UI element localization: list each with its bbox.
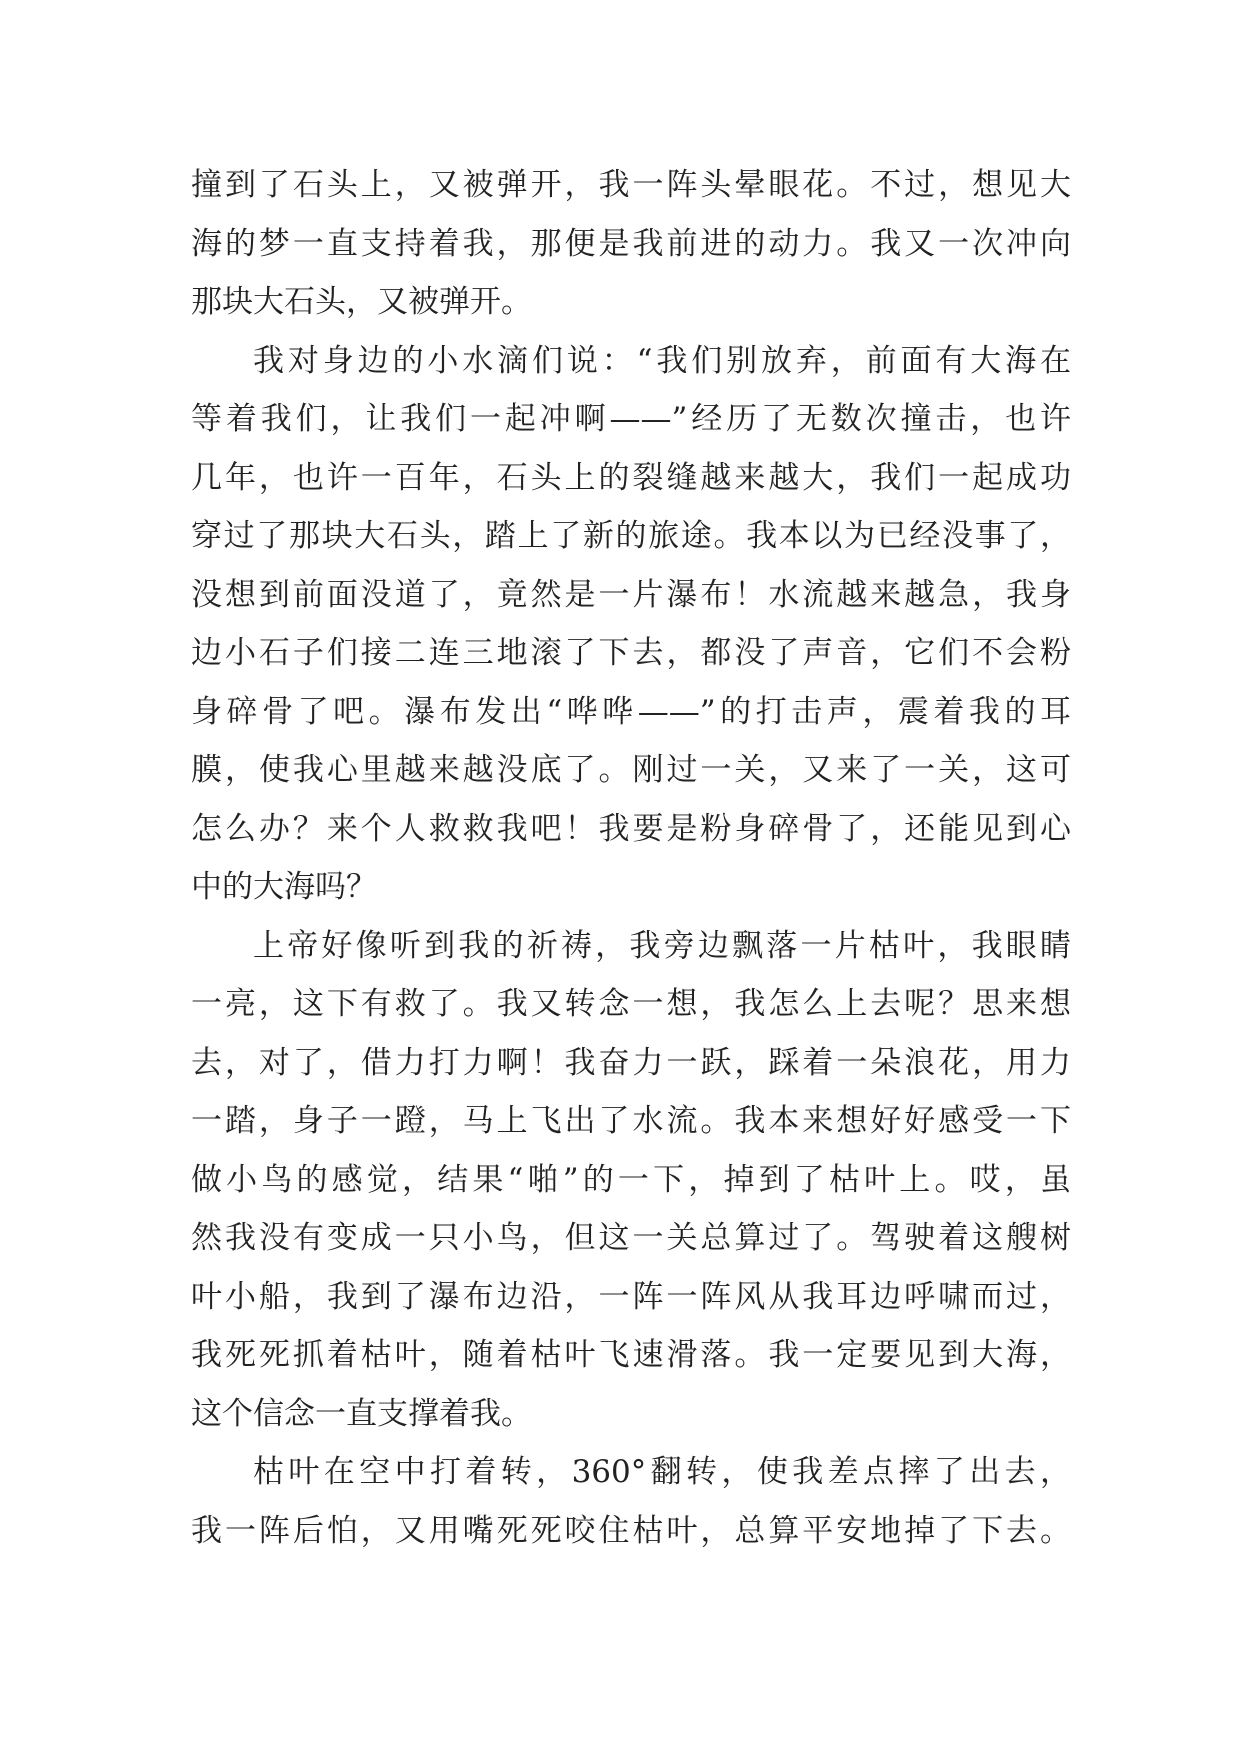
text-line: 撞到了石头上，又被弹开，我一阵头晕眼花。不过，想见大 bbox=[191, 167, 1071, 203]
text-line: 边小石子们接二连三地滚了下去，都没了声音，它们不会粉 bbox=[191, 635, 1071, 671]
text-line: 中的大海吗？ bbox=[191, 869, 377, 905]
text-line: 一踏，身子一蹬，马上飞出了水流。我本来想好好感受一下 bbox=[191, 1103, 1071, 1139]
text-line: 几年，也许一百年，石头上的裂缝越来越大，我们一起成功 bbox=[191, 459, 1071, 496]
text-line: 枯叶在空中打着转，360°翻转，使我差点摔了出去， bbox=[253, 1454, 1071, 1490]
text-line: 海的梦一直支持着我，那便是我前进的动力。我又一次冲向 bbox=[191, 225, 1071, 262]
text-line: 膜，使我心里越来越没底了。刚过一关，又来了一关，这可 bbox=[191, 752, 1071, 788]
text-line: 做小鸟的感觉，结果“啪”的一下，掉到了枯叶上。哎，虽 bbox=[191, 1161, 1071, 1198]
text-line: 叶小船，我到了瀑布边沿，一阵一阵风从我耳边呼啸而过， bbox=[191, 1278, 1071, 1315]
text-line: 等着我们，让我们一起冲啊——”经历了无数次撞击，也许 bbox=[191, 401, 1071, 437]
text-line: 没想到前面没道了，竟然是一片瀑布！水流越来越急，我身 bbox=[191, 576, 1071, 613]
paragraph bbox=[191, 332, 1071, 917]
text-line: 一亮，这下有救了。我又转念一想，我怎么上去呢？思来想 bbox=[191, 986, 1071, 1022]
text-line: 身碎骨了吧。瀑布发出“哗哗——”的打击声，震着我的耳 bbox=[191, 693, 1071, 730]
body-text bbox=[191, 156, 1071, 1560]
paragraph bbox=[191, 917, 1071, 1444]
text-line: 我对身边的小水滴们说：“我们别放弃，前面有大海在 bbox=[253, 342, 1071, 379]
text-line: 那块大石头，又被弹开。 bbox=[191, 284, 532, 320]
text-line: 怎么办？来个人救救我吧！我要是粉身碎骨了，还能见到心 bbox=[191, 810, 1071, 847]
text-line: 然我没有变成一只小鸟，但这一关总算过了。驾驶着这艘树 bbox=[191, 1220, 1071, 1256]
paragraph bbox=[191, 1443, 1071, 1560]
text-line: 上帝好像听到我的祈祷，我旁边飘落一片枯叶，我眼睛 bbox=[253, 927, 1071, 964]
paragraph bbox=[191, 156, 1071, 332]
text-line: 我死死抓着枯叶，随着枯叶飞速滑落。我一定要见到大海， bbox=[191, 1337, 1071, 1373]
text-line: 穿过了那块大石头，踏上了新的旅途。我本以为已经没事了， bbox=[191, 518, 1071, 554]
text-line: 去，对了，借力打力啊！我奋力一跃，踩着一朵浪花，用力 bbox=[191, 1044, 1071, 1081]
text-line: 我一阵后怕，又用嘴死死咬住枯叶，总算平安地掉了下去。 bbox=[191, 1512, 1071, 1549]
text-line: 这个信念一直支撑着我。 bbox=[191, 1395, 532, 1432]
